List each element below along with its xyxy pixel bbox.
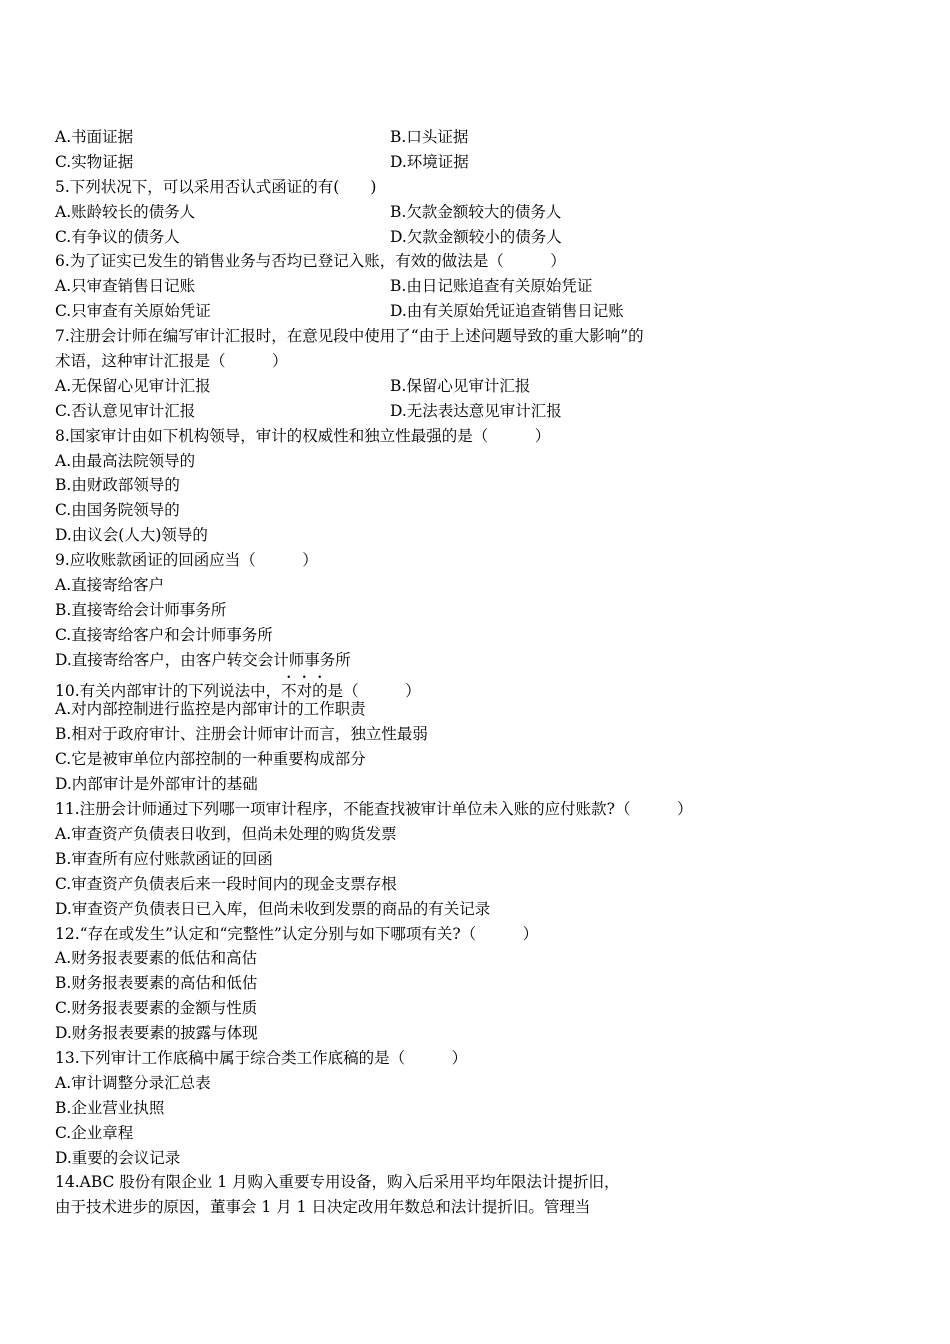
option-b: B.口头证据 (390, 128, 469, 146)
option-b: B.相对于政府审计、注册会计师审计而言，独立性最弱 (55, 725, 428, 744)
option-row (55, 150, 915, 175)
option-c: C.只审查有关原始凭证 (55, 302, 211, 321)
question-5: 5.下列状况下，可以采用否认式函证的有( ) (55, 177, 377, 196)
option-a: A.无保留心见审计汇报 (55, 376, 211, 395)
option-row (55, 125, 915, 150)
option-c: C.直接寄给客户和会计师事务所 (55, 625, 273, 644)
option-d: D.重要的会议记录 (55, 1148, 181, 1167)
option-d: D.无法表达意见审计汇报 (390, 401, 562, 420)
option-c: C.否认意见审计汇报 (55, 401, 196, 420)
option-c: C.实物证据 (55, 152, 134, 171)
question-12: 12.“存在或发生”认定和“完整性”认定分别与如下哪项有关?（ ） (55, 924, 539, 943)
option-d: D.直接寄给客户，由客户转交会计师事务所 (55, 650, 351, 669)
option-a: A.审计调整分录汇总表 (55, 1073, 211, 1092)
question-10-text-end: 是（ ） (327, 681, 421, 700)
option-row (55, 374, 915, 399)
question-7: 7.注册会计师在编写审计汇报时，在意见段中使用了“由于上述问题导致的重大影响”的 (55, 327, 644, 346)
option-c: C.有争议的债务人 (55, 227, 180, 246)
question-14: 14.ABC 股份有限企业 1 月购入重要专用设备，购入后采用平均年限法计提折旧， (55, 1173, 620, 1192)
option-d: D.财务报表要素的披露与体现 (55, 1024, 258, 1043)
option-b: B.由日记账追查有关原始凭证 (390, 277, 593, 296)
question-7-continued: 术语，这种审计汇报是（ ） (55, 352, 288, 371)
question-8: 8.国家审计由如下机构领导，审计的权威性和独立性最强的是（ ） (55, 426, 551, 445)
option-c: C.财务报表要素的金额与性质 (55, 999, 258, 1018)
option-a: A.对内部控制进行监控是内部审计的工作职责 (55, 700, 366, 719)
option-a: A.财务报表要素的低估和高估 (55, 949, 258, 968)
option-d: D.内部审计是外部审计的基础 (55, 775, 258, 794)
option-b: B.由财政部领导的 (55, 476, 180, 495)
option-row (55, 399, 915, 424)
question-13: 13.下列审计工作底稿中属于综合类工作底稿的是（ ） (55, 1048, 468, 1067)
option-c: C.由国务院领导的 (55, 501, 180, 520)
option-b: B.企业营业执照 (55, 1098, 165, 1117)
option-b: B.审查所有应付账款函证的回函 (55, 849, 273, 868)
option-a: A.审查资产负债表日收到，但尚未处理的购货发票 (55, 824, 397, 843)
question-10-text: 10.有关内部审计的下列说法中， (55, 681, 282, 700)
option-d: D.由议会(人大)领导的 (55, 526, 208, 545)
option-a: A.只审查销售日记账 (55, 277, 196, 296)
question-6: 6.为了证实已发生的销售业务与否均已登记入账，有效的做法是（ ） (55, 252, 566, 271)
option-b: B.财务报表要素的高估和低估 (55, 974, 258, 993)
option-a: A.书面证据 (55, 128, 134, 146)
option-a: A.直接寄给客户 (55, 576, 165, 595)
option-b: B.保留心见审计汇报 (390, 376, 531, 395)
option-d: D.欠款金额较小的债务人 (390, 227, 562, 246)
option-b: B.欠款金额较大的债务人 (390, 202, 562, 221)
option-d: D.环境证据 (390, 152, 469, 171)
question-10 (55, 673, 915, 698)
option-a: A.由最高法院领导的 (55, 451, 196, 470)
option-c: C.审查资产负债表后来一段时间内的现金支票存根 (55, 874, 397, 893)
option-c: C.企业章程 (55, 1123, 134, 1142)
option-b: B.直接寄给会计师事务所 (55, 600, 227, 619)
emphasized-text: 不对的 (281, 681, 328, 700)
question-14-continued: 由于技术进步的原因，董事会 1 月 1 日决定改用年数总和法计提折旧。管理当 (55, 1198, 591, 1217)
option-d: D.由有关原始凭证追查销售日记账 (390, 302, 624, 321)
option-row (55, 299, 915, 324)
question-11: 11.注册会计师通过下列哪一项审计程序，不能查找被审计单位未入账的应付账款?（ ） (55, 800, 693, 819)
option-row (55, 200, 915, 225)
option-a: A.账龄较长的债务人 (55, 202, 196, 221)
document-page (55, 125, 915, 1220)
option-row (55, 225, 915, 250)
option-c: C.它是被审单位内部控制的一种重要构成部分 (55, 750, 366, 769)
question-9: 9.应收账款函证的回函应当（ ） (55, 551, 318, 570)
option-d: D.审查资产负债表日已入库，但尚未收到发票的商品的有关记录 (55, 899, 491, 918)
option-row (55, 274, 915, 299)
